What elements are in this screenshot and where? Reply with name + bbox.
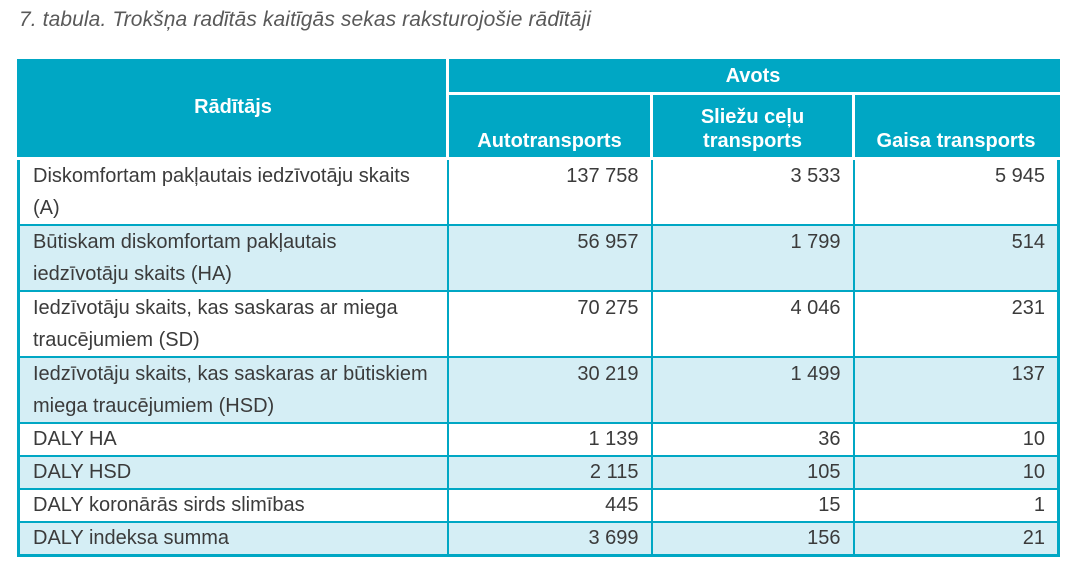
row-label: Būtiskam diskomfortam pakļautais iedzīvotāju skaits (HA) [19,225,448,291]
cell-air: 1 [854,489,1059,522]
table-row [19,357,1059,423]
cell-road: 70 275 [448,291,652,357]
cell-air: 21 [854,522,1059,556]
cell-rail: 105 [652,456,854,489]
row-label: DALY HSD [19,456,448,489]
data-table [17,59,1060,557]
table-header [19,61,1059,159]
cell-road: 56 957 [448,225,652,291]
cell-road: 30 219 [448,357,652,423]
cell-air: 231 [854,291,1059,357]
row-label: DALY HA [19,423,448,456]
table-body [19,159,1059,556]
table-row [19,225,1059,291]
table-caption: 7. tabula. Trokšņa radītās kaitīgās sekas raksturojošie rādītāji [19,8,592,31]
cell-rail: 3 533 [652,159,854,226]
table-row [19,489,1059,522]
cell-air: 5 945 [854,159,1059,226]
cell-air: 514 [854,225,1059,291]
cell-air: 10 [854,423,1059,456]
cell-rail: 4 046 [652,291,854,357]
header-source-group: Avots [448,61,1059,94]
cell-rail: 156 [652,522,854,556]
header-source-road: Autotransports [448,94,652,159]
row-label: Diskomfortam pakļautais iedzīvotāju skaits (A) [19,159,448,226]
cell-rail: 15 [652,489,854,522]
cell-road: 3 699 [448,522,652,556]
cell-road: 445 [448,489,652,522]
cell-air: 137 [854,357,1059,423]
row-label: DALY indeksa summa [19,522,448,556]
cell-rail: 1 799 [652,225,854,291]
cell-air: 10 [854,456,1059,489]
table-container [17,59,1057,557]
cell-road: 137 758 [448,159,652,226]
table-row [19,423,1059,456]
cell-road: 1 139 [448,423,652,456]
row-label: DALY koronārās sirds slimības [19,489,448,522]
table-row [19,456,1059,489]
table-row [19,522,1059,556]
cell-rail: 1 499 [652,357,854,423]
row-label: Iedzīvotāju skaits, kas saskaras ar miega traucējumiem (SD) [19,291,448,357]
table-row [19,159,1059,226]
header-row-group [19,61,1059,94]
row-label: Iedzīvotāju skaits, kas saskaras ar būtiskiem miega traucējumiem (HSD) [19,357,448,423]
header-source-rail: Sliežu ceļu transports [652,94,854,159]
header-indicator: Rādītājs [19,61,448,159]
cell-road: 2 115 [448,456,652,489]
table-row [19,291,1059,357]
header-source-air: Gaisa transports [854,94,1059,159]
cell-rail: 36 [652,423,854,456]
